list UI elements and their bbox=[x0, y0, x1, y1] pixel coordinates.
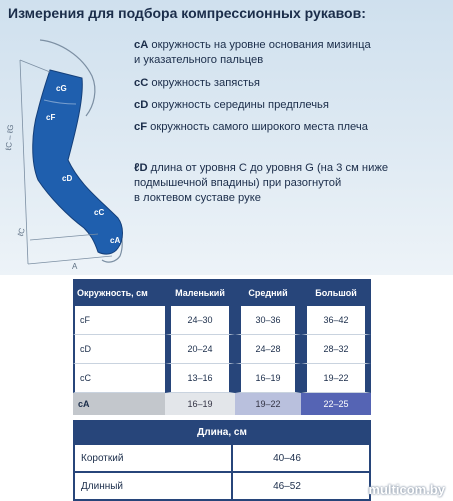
table-row bbox=[73, 306, 371, 335]
arm-label-lcg: ℓC – ℓG bbox=[4, 124, 16, 151]
divider bbox=[231, 445, 233, 471]
table-cell: 22–25 bbox=[301, 393, 371, 415]
table-cell: 40–46 bbox=[273, 453, 301, 464]
description-cc: cC окружность запястья bbox=[134, 77, 260, 89]
row-label: Длинный bbox=[81, 481, 124, 492]
arm-label-cc: cC bbox=[94, 208, 105, 217]
table-cell: 46–52 bbox=[273, 481, 301, 492]
arm-label-lc: ℓC bbox=[16, 226, 27, 238]
arm-label-cg: cG bbox=[56, 84, 67, 93]
description-ca: cA окружность на уровне основания мизинца и указательного пальцев bbox=[134, 39, 371, 66]
description-cd: cD окружность середины предплечья bbox=[134, 99, 329, 111]
table-row bbox=[73, 445, 371, 473]
table-cell: 19–22 bbox=[301, 364, 371, 393]
size-table-header-small: Маленький bbox=[165, 279, 235, 306]
table-cell: 16–19 bbox=[235, 364, 301, 393]
table-row bbox=[73, 335, 371, 364]
table-cell: 28–32 bbox=[301, 335, 371, 364]
watermark: multicom.by bbox=[368, 482, 445, 497]
row-label: cC bbox=[73, 364, 165, 393]
size-table bbox=[73, 279, 371, 415]
row-label: cD bbox=[73, 335, 165, 364]
table-row-ca bbox=[73, 393, 371, 415]
description-cf: cF окружность самого широкого места плеча bbox=[134, 121, 368, 133]
arm-label-a: A bbox=[72, 262, 78, 271]
length-table-header: Длина, см bbox=[73, 420, 371, 445]
arm-label-cd: cD bbox=[62, 174, 73, 183]
arm-label-cf: cF bbox=[46, 113, 56, 122]
table-cell: 13–16 bbox=[165, 364, 235, 393]
page-title: Измерения для подбора компрессионных рукавов: bbox=[8, 5, 366, 21]
length-table bbox=[73, 420, 371, 501]
table-cell: 36–42 bbox=[301, 306, 371, 335]
row-label: cF bbox=[73, 306, 165, 335]
size-table-header-large: Большой bbox=[301, 279, 371, 306]
table-cell: 19–22 bbox=[235, 393, 301, 415]
table-cell: 24–30 bbox=[165, 306, 235, 335]
table-row bbox=[73, 364, 371, 393]
row-label: Короткий bbox=[81, 453, 124, 464]
arm-label-ca: cA bbox=[110, 236, 121, 245]
table-cell: 16–19 bbox=[165, 393, 235, 415]
description-ld: ℓD длина от уровня C до уровня G (на 3 см ниже подмышечной впадины) при разогнутой в локтевом суставе руке bbox=[134, 162, 389, 204]
table-cell: 20–24 bbox=[165, 335, 235, 364]
table-cell: 24–28 bbox=[235, 335, 301, 364]
table-row bbox=[73, 473, 371, 501]
row-label: cA bbox=[73, 393, 165, 415]
table-cell: 30–36 bbox=[235, 306, 301, 335]
size-table-header-circumference: Окружность, см bbox=[73, 279, 165, 306]
divider bbox=[231, 473, 233, 499]
size-table-header-medium: Средний bbox=[235, 279, 301, 306]
